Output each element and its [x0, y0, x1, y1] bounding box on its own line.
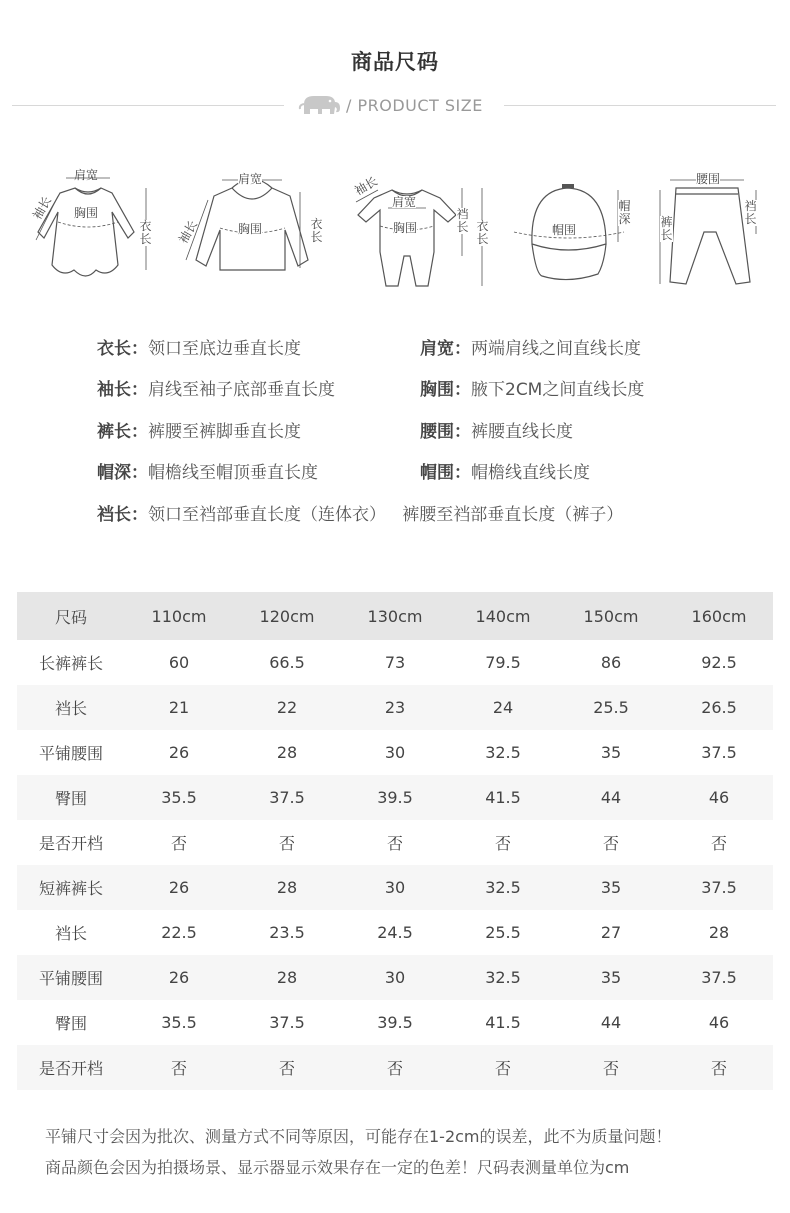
row-label: 是否开档 [17, 1045, 125, 1090]
note-line: 商品颜色会因为拍摄场景、显示器显示效果存在一定的色差！尺码表测量单位为cm [45, 1158, 630, 1177]
table-cell: 44 [600, 1013, 622, 1032]
page-title: 商品尺码 [351, 50, 439, 74]
table-header: 130cm [341, 592, 449, 640]
table-cell: 37.5 [665, 865, 773, 910]
table-cell: 26 [168, 743, 190, 762]
table-cell: 86 [600, 653, 622, 672]
pants-crotch-label: 裆长 [744, 199, 757, 226]
romper-chest-label: 胸围 [393, 221, 418, 235]
table-cell: 41.5 [485, 1013, 521, 1032]
definition-item: 裆长：领口至裆部垂直长度（连体衣） 裤腰至裆部垂直长度（裤子） [97, 505, 624, 525]
table-row [17, 910, 773, 955]
table-row [17, 775, 773, 820]
table-cell: 39.5 [341, 775, 449, 820]
table-cell: 23.5 [269, 923, 305, 942]
table-cell: 66.5 [269, 653, 305, 672]
table-cell: 27 [600, 923, 622, 942]
table-cell: 否 [278, 834, 295, 853]
definition-item: 袖长：肩线至袖子底部垂直长度 [97, 380, 335, 400]
table-cell: 22 [233, 685, 341, 730]
table-cell: 37.5 [701, 743, 737, 762]
table-cell: 25.5 [485, 923, 521, 942]
table-cell: 26.5 [665, 685, 773, 730]
size-table [17, 592, 773, 1090]
measurement-diagrams [0, 160, 790, 300]
table-cell: 35 [600, 743, 622, 762]
cap-circumference-label: 帽围 [552, 223, 577, 237]
definition-item: 腰围：裤腰直线长度 [420, 422, 573, 442]
definition-item: 帽围：帽檐线直线长度 [420, 463, 590, 483]
table-cell: 44 [557, 775, 665, 820]
table-cell: 30 [341, 955, 449, 1000]
elephant-icon [296, 92, 344, 120]
note-line: 平铺尺寸会因为批次、测量方式不同等原因，可能存在1-2cm的误差，此不为质量问题！ [45, 1127, 672, 1146]
pants-outline [660, 180, 756, 284]
table-cell: 否 [233, 1045, 341, 1090]
row-label: 平铺腰围 [17, 955, 125, 1000]
table-header: 110cm [125, 592, 233, 640]
table-header: 尺码 [17, 592, 125, 640]
dress-shoulder-label: 肩宽 [74, 168, 99, 182]
table-cell: 35.5 [125, 775, 233, 820]
table-cell: 21 [125, 685, 233, 730]
table-cell: 否 [710, 834, 727, 853]
table-row [17, 865, 773, 910]
table-cell: 35 [557, 865, 665, 910]
table-cell: 92.5 [701, 653, 737, 672]
table-cell: 73 [384, 653, 406, 672]
table-cell: 28 [708, 923, 730, 942]
table-cell: 否 [341, 1045, 449, 1090]
romper-length-label: 衣长 [476, 219, 489, 246]
row-label: 裆长 [17, 685, 125, 730]
table-cell: 39.5 [377, 1013, 413, 1032]
definition-item: 裤长：裤腰至裤脚垂直长度 [97, 422, 301, 442]
row-label: 裆长 [54, 924, 87, 943]
romper-shoulder-label: 肩宽 [392, 195, 417, 209]
table-cell: 22.5 [161, 923, 197, 942]
page-subtitle: / PRODUCT SIZE [346, 96, 483, 115]
table-row [17, 640, 773, 685]
row-label: 短裤裤长 [17, 865, 125, 910]
table-cell: 24.5 [377, 923, 413, 942]
table-cell: 30 [384, 743, 406, 762]
row-label: 长裤裤长 [38, 654, 103, 673]
table-header: 140cm [449, 592, 557, 640]
table-row [17, 955, 773, 1000]
definition-item: 胸围：腋下2CM之间直线长度 [420, 380, 645, 400]
table-cell: 28 [233, 955, 341, 1000]
definition-item: 衣长：领口至底边垂直长度 [97, 339, 301, 359]
table-row [17, 1000, 773, 1045]
hoodie-length-label: 衣长 [310, 217, 323, 244]
table-cell: 否 [170, 834, 187, 853]
table-cell: 26 [125, 865, 233, 910]
row-label: 是否开档 [38, 834, 103, 853]
table-cell: 否 [665, 1045, 773, 1090]
table-cell: 否 [449, 1045, 557, 1090]
table-header-row [17, 592, 773, 640]
dress-chest-label: 胸围 [74, 206, 99, 220]
table-cell: 23 [341, 685, 449, 730]
table-cell: 37.5 [233, 775, 341, 820]
subtitle-row [12, 92, 776, 122]
row-label: 臀围 [17, 775, 125, 820]
table-cell: 60 [168, 653, 190, 672]
table-cell: 32.5 [449, 955, 557, 1000]
table-row [17, 730, 773, 775]
table-cell: 30 [341, 865, 449, 910]
table-cell: 46 [708, 1013, 730, 1032]
row-label: 臀围 [54, 1014, 87, 1033]
table-cell: 26 [125, 955, 233, 1000]
table-cell: 79.5 [485, 653, 521, 672]
dress-length-label: 衣长 [139, 219, 152, 246]
dress-outline [36, 178, 146, 276]
table-row [17, 685, 773, 730]
table-body [17, 640, 773, 1090]
table-cell: 37.5 [269, 1013, 305, 1032]
table-cell: 否 [494, 834, 511, 853]
table-row [17, 1045, 773, 1090]
table-cell: 24 [449, 685, 557, 730]
notes [45, 1121, 765, 1183]
romper-crotch-label: 裆长 [456, 207, 469, 234]
romper-outline [356, 188, 482, 286]
table-cell: 否 [557, 1045, 665, 1090]
table-cell: 28 [276, 743, 298, 762]
row-label: 平铺腰围 [38, 744, 103, 763]
table-cell: 否 [386, 834, 403, 853]
table-header: 160cm [665, 592, 773, 640]
definition-item: 肩宽：两端肩线之间直线长度 [420, 339, 641, 359]
dress-sleeve-label: 袖长 [29, 194, 55, 222]
divider-right [504, 105, 776, 106]
hoodie-chest-label: 胸围 [238, 222, 263, 236]
pants-length-label: 裤长 [660, 215, 673, 242]
divider-left [12, 105, 284, 106]
table-cell: 32.5 [485, 743, 521, 762]
table-cell: 25.5 [557, 685, 665, 730]
hoodie-shoulder-label: 肩宽 [238, 172, 263, 186]
hoodie-sleeve-label: 袖长 [175, 218, 201, 246]
table-cell: 否 [125, 1045, 233, 1090]
table-cell: 否 [602, 834, 619, 853]
table-cell: 35.5 [161, 1013, 197, 1032]
table-cell: 46 [665, 775, 773, 820]
table-row [17, 820, 773, 865]
definition-item: 帽深：帽檐线至帽顶垂直长度 [97, 463, 318, 483]
table-header: 120cm [233, 592, 341, 640]
table-cell: 41.5 [449, 775, 557, 820]
table-header: 150cm [557, 592, 665, 640]
table-cell: 28 [233, 865, 341, 910]
table-cell: 35 [557, 955, 665, 1000]
pants-waist-label: 腰围 [696, 172, 721, 186]
romper-sleeve-label: 袖长 [352, 173, 380, 199]
table-cell: 32.5 [449, 865, 557, 910]
table-cell: 37.5 [665, 955, 773, 1000]
cap-depth-label: 帽深 [618, 199, 631, 226]
